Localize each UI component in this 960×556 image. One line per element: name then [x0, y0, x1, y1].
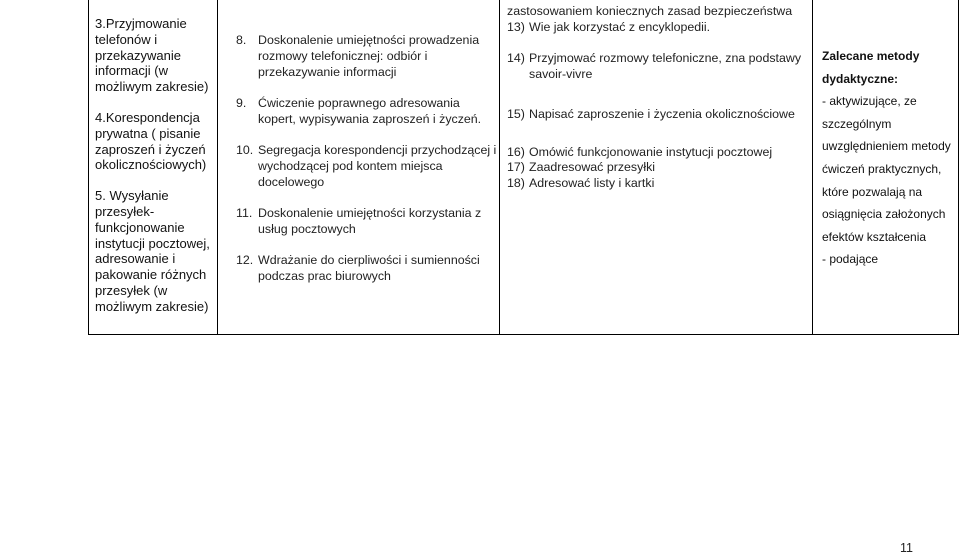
column-divider [499, 0, 500, 335]
goal-number: 8. [236, 33, 247, 47]
methods-line: - aktywizujące, ze [822, 94, 917, 109]
column-divider [812, 0, 813, 335]
goal-number: 9. [236, 96, 247, 110]
outcome-text: Omówić funkcjonowanie instytucji pocztowej [529, 144, 773, 159]
outcome-text: Zaadresować przesyłki [529, 160, 656, 174]
outcome-number: 18) [507, 175, 525, 190]
outcome-number: 13) [507, 19, 525, 34]
outcome-item [507, 107, 807, 123]
methods-line: szczególnym [822, 116, 892, 131]
goal-number: 10. [236, 143, 254, 157]
outcome-number: 17) [507, 160, 525, 174]
methods-column [822, 45, 960, 271]
outcome-item [507, 160, 807, 176]
outcome-text: Adresować listy i kartki [529, 175, 655, 190]
goal-text: Doskonalenie umiejętności korzystania z usług pocztowych [258, 206, 482, 236]
goal-item [236, 142, 498, 190]
outcome-text: Napisać zaproszenie i życzenia okolicznościowe [529, 107, 795, 121]
methods-heading: Zalecane metody [822, 49, 920, 63]
goals-column [236, 32, 498, 299]
goal-text: Ćwiczenie poprawnego adresowania kopert, wypisywania zaproszeń i życzeń. [258, 96, 482, 126]
methods-line: - podające [822, 252, 879, 267]
goal-item [236, 95, 498, 127]
outcome-item [507, 145, 807, 161]
topic-block: 5. Wysyłanie przesyłek- funkcjonowanie instytucji pocztowej, adresowanie i pakowanie różnych przesyłek (w możliwym zakresie) [95, 188, 210, 314]
methods-heading: dydaktyczne: [822, 71, 899, 86]
methods-line: efektów kształcenia [822, 229, 927, 244]
goal-number: 11. [236, 206, 253, 220]
methods-line: uwzględnieniem metody [822, 139, 951, 154]
methods-line: osiągnięcia założonych [822, 207, 946, 222]
goal-number: 12. [236, 253, 254, 267]
goal-item [236, 205, 498, 237]
outcome-item [507, 20, 807, 36]
outcome-number: 15) [507, 107, 525, 121]
page-number: 11 [900, 541, 913, 555]
outcome-text: Wie jak korzystać z encyklopedii. [529, 19, 711, 34]
outcome-number: 14) [507, 51, 525, 65]
topics-column [95, 16, 215, 330]
outcomes-column [507, 4, 807, 191]
outcome-continuation: zastosowaniem koniecznych zasad bezpieczeństwa [507, 4, 793, 18]
goal-text: Wdrażanie do cierpliwości i sumienności podczas prac biurowych [258, 253, 480, 283]
goal-item [236, 32, 498, 80]
methods-line: które pozwalają na [822, 184, 923, 199]
topic-block: 4.Korespondencja prywatna ( pisanie zaproszeń i życzeń okolicznościowych) [95, 109, 207, 173]
goal-text: Segregacja korespondencji przychodzącej i wychodzącej pod kontem miejsca docelowego [258, 143, 497, 189]
outcome-text: Przyjmować rozmowy telefoniczne, zna podstawy savoir-vivre [529, 51, 802, 81]
goal-item [236, 252, 498, 284]
outcome-number: 16) [507, 144, 525, 159]
outcome-item [507, 176, 807, 192]
topic-block: 3.Przyjmowanie telefonów i przekazywanie informacji (w możliwym zakresie) [95, 16, 209, 95]
column-divider [217, 0, 218, 335]
goal-text: Doskonalenie umiejętności prowadzenia rozmowy telefonicznej: odbiór i przekazywanie informacji [258, 33, 480, 79]
outcome-item [507, 51, 807, 82]
methods-line: ćwiczeń praktycznych, [822, 161, 942, 176]
